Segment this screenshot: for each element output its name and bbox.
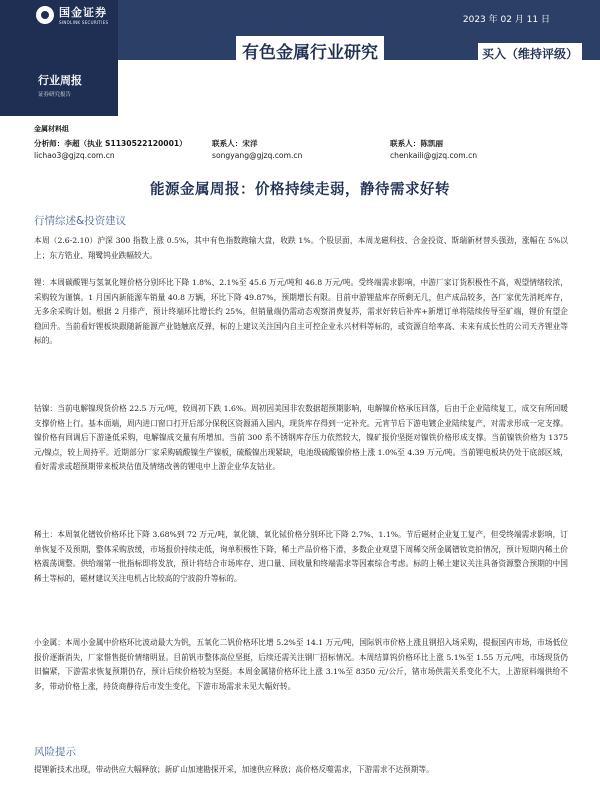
brand-name-en: SINOLINK SECURITIES	[59, 20, 109, 25]
paragraph-lithium: 锂：本周碳酸锂与氢氧化锂价格分别环比下降 1.8%、2.1%至 45.6 万元/吨和 46.8 万元/吨。受终端需求影响，中游厂家订货积极性不高，观望情绪较浓，采购较为谨慎。1 月国内新能源车销量 40.8 万辆，环比下降 49.87%，预期增长有限。目前中游锂盐库存所剩无几，但产成品较多，各厂家优先消耗库存，无多余采购计划。根据 2 月排产，预计终端环比增长约 25%，但销量端仍需动态观察消费复苏，需求好转后补库+新增订单将陆续传导至矿端，锂价有望企稳回升。当前看好锂板块跟随新能源产业链触底反弹，标的上建议关注国内自主可控企业永兴材料等标的，或资源自给率高、未来有成长性的公司天齐锂业等标的。	[34, 278, 568, 346]
analyst-email[interactable]: chenkaili@gjzq.com.cn	[390, 151, 478, 160]
paragraph-risk: 提锂新技术出现，带动供应大幅释放；新矿山加速勘探开采，加速供应释放；高价格反噬需求，下游需求不达预期等。	[34, 765, 434, 774]
report-header	[0, 0, 600, 116]
headline: 能源金属周报：价格持续走弱，静待需求好转	[150, 182, 450, 198]
brand-name: 国金证券	[59, 6, 107, 19]
section-title-review: 行情综述&投资建议	[34, 215, 127, 227]
analyst-email[interactable]: songyang@gjzq.com.cn	[212, 151, 303, 160]
rating-badge: 买入（维持评级）	[478, 43, 582, 64]
analyst-name: 陈凯丽	[420, 139, 444, 148]
section-title-risk: 风险提示	[34, 746, 76, 758]
paragraph-rare-earth: 稀土：本周氧化镨钕价格环比下降 3.68%到 72 万元/吨，氧化镝、氧化铽价格分别环比下降 2.7%、1.1%。节后磁材企业复工复产，但受终端需求影响，订单恢复不及预期，整体采购放缓，市场报价持续走低，询单积极性下降，稀土产品价格下滑，多数企业观望下周稀交所金属镨钕竞拍情况，预计短期内稀土价格震荡调整。供给端第一批指标即将发放，预计将结合市场库存、进口量、回收量和终端需求等因素综合考虑。标的上稀土建议关注具备资源整合预期的中国稀土等标的，磁材建议关注电机占比较高的宁波韵升等标的。	[34, 530, 568, 583]
analyst-label: 联系人：	[390, 139, 421, 148]
analyst-label: 分析师：	[34, 139, 65, 148]
brand-logo-icon	[36, 6, 54, 24]
header-title-area	[118, 60, 600, 116]
report-title: 有色金属行业研究	[236, 36, 384, 65]
paragraph-overview: 本周（2.6-2.10）沪深 300 指数上涨 0.5%，其中有色指数跑输大盘，收跌 1%。个股层面，本周龙磁科技、合金投资、斯瑞新材替头强劲，涨幅在 5%以上；东方锆业、翔鹭钨业跌幅较大。	[34, 236, 568, 260]
paragraph-minor-metals: 小金属：本周小金属中价格环比波动最大为钒，五氧化二钒价格环比增 5.2%至 14.1 万元/吨，国际钒市价格上涨且钢招入场采购，提振国内市场，市场低位报价逐渐消失，厂家惜售挺价情绪明显。目前钒市整体高位坚挺，后续还需关注钢厂招标情况。本周结算钨价格环比上涨 5.1%至 1.55 万元/吨，市场现货仍旧偏紧，下游需求恢复预期仍存，预计后续价格较为坚挺。本周金属锗价格环比上涨 3.1%至 8350 元/公斤，锗市场供需关系变化不大，上游原料端供给不多，带动价格上涨，持货商静待后市发生变化，下游市场需求未见大幅好转。	[34, 638, 568, 691]
analyst-3	[390, 138, 574, 162]
analyst-label: 联系人：	[212, 139, 243, 148]
analyst-block	[34, 124, 574, 162]
analyst-name: 李超（执业 S1130522120001）	[64, 139, 187, 148]
team-name: 金属材料组	[34, 125, 69, 133]
report-subtype: 证券研究报告	[38, 92, 72, 98]
analyst-name: 宋洋	[242, 139, 258, 148]
analyst-2	[212, 138, 390, 162]
analyst-1	[34, 138, 212, 162]
report-date: 2023 年 02 月 11 日	[462, 15, 550, 25]
paragraph-cobalt-nickel: 钴镍：当前电解镍现货价格 22.5 万元/吨，较周初下跌 1.6%。周初因美国非农数据超预期影响，电解镍价格承压回落，后由于企业陆续复工，成交有所回暖支撑价格上行。基本面端，周内进口窗口打开后部分保税区资源涌入国内，现货库存得到一定补充。元宵节后下游电镀企业陆续复产，对需求形成一定支撑。镍价格有回调后下游逢低采购，电解镍成交量有所增加。当前 300 系不锈钢库存压力依然较大，镍矿报价坚挺对镍铁价格形成支撑。当前镍铁价格为 1375 元/镍点，较上周持平。近期部分厂家采购硫酸镍生产镍板，硫酸镍出现紧缺，电池级硫酸镍价格上涨 1.0%至 4.39 万元/吨。当前锂电板块仍处于底部区域，看好需求或超预期带来板块估值及情绪改善的锂电中上游企业华友钴业。	[34, 404, 568, 472]
report-type: 行业周报	[38, 74, 82, 87]
brand-logo	[36, 4, 108, 25]
analyst-email[interactable]: lichao3@gjzq.com.cn	[34, 151, 115, 160]
